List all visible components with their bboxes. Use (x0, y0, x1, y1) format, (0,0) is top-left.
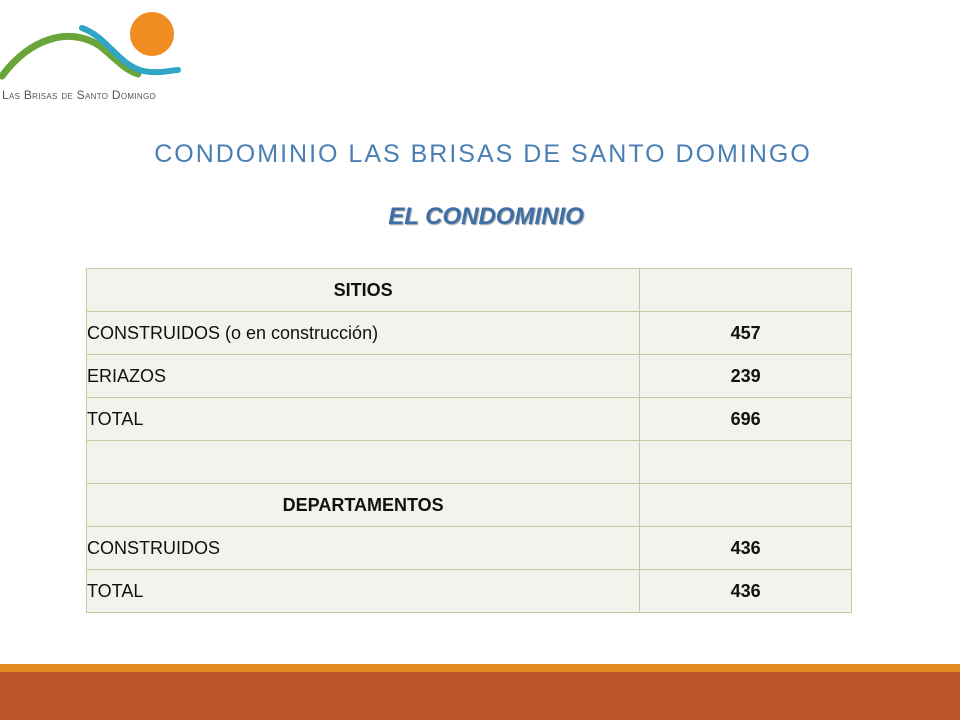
sun-icon (130, 12, 174, 56)
table-row (87, 441, 852, 484)
empty-cell (640, 441, 852, 484)
footer-band-orange (0, 664, 960, 672)
page-subtitle: EL CONDOMINIO (388, 203, 584, 230)
construidos-value: 457 (640, 312, 852, 355)
logo-graphic (0, 8, 190, 88)
departamentos-header: DEPARTAMENTOS (87, 484, 640, 527)
table-row (87, 312, 852, 355)
total-depto-label: TOTAL (87, 570, 640, 613)
footer-band-brown (0, 672, 960, 720)
logo-text: Las Brisas de Santo Domingo (2, 88, 156, 102)
total-depto-value: 436 (640, 570, 852, 613)
total-sitios-value: 696 (640, 398, 852, 441)
sitios-header: SITIOS (87, 269, 640, 312)
empty-cell (640, 484, 852, 527)
depto-construidos-label: CONSTRUIDOS (87, 527, 640, 570)
table-row (87, 484, 852, 527)
table-row (87, 355, 852, 398)
condominio-table (86, 268, 852, 613)
total-sitios-label: TOTAL (87, 398, 640, 441)
table-row (87, 269, 852, 312)
empty-cell (640, 269, 852, 312)
empty-cell (87, 441, 640, 484)
page-title: CONDOMINIO LAS BRISAS DE SANTO DOMINGO (154, 140, 812, 168)
eriazos-label: ERIAZOS (87, 355, 640, 398)
logo (0, 8, 190, 103)
table-row (87, 527, 852, 570)
depto-construidos-value: 436 (640, 527, 852, 570)
table-row (87, 570, 852, 613)
eriazos-value: 239 (640, 355, 852, 398)
construidos-label: CONSTRUIDOS (o en construcción) (87, 312, 640, 355)
table-row (87, 398, 852, 441)
